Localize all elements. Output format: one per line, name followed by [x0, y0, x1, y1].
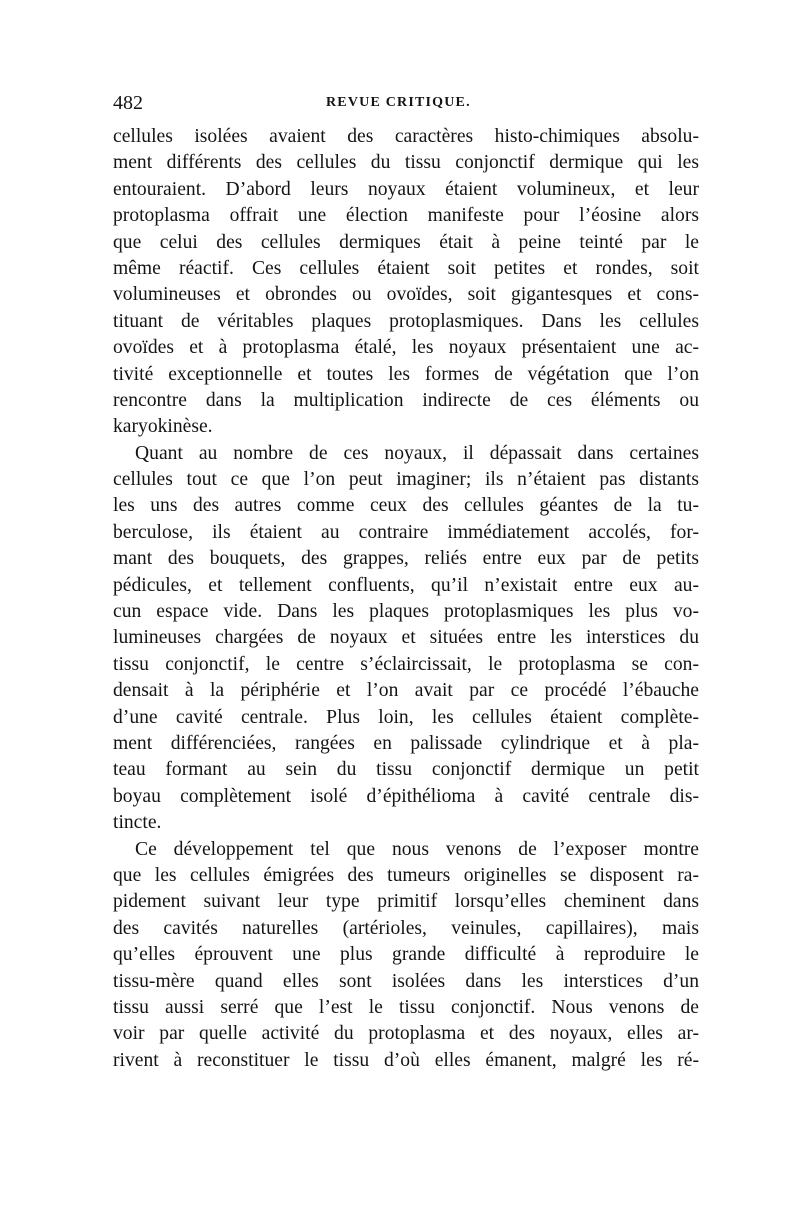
text-line: des cavités naturelles (artérioles, veinules, capillaires), mais — [113, 917, 699, 939]
text-line: tissu-mère quand elles sont isolées dans les interstices d’un — [113, 970, 699, 992]
text-line: densait à la périphérie et l’on avait par ce procédé l’ébauche — [113, 680, 699, 702]
paragraph-2 — [113, 441, 699, 837]
text-line: cun espace vide. Dans les plaques protoplasmiques les plus vo- — [113, 601, 699, 623]
text-line: Quant au nombre de ces noyaux, il dépassait dans certaines — [135, 442, 699, 464]
text-line: ovoïdes et à protoplasma étalé, les noyaux présentaient une ac- — [113, 337, 699, 359]
text-line: tituant de véritables plaques protoplasmiques. Dans les cellules — [113, 310, 699, 332]
text-line: tissu aussi serré que l’est le tissu conjonctif. Nous venons de — [113, 996, 699, 1018]
text-line: cellules isolées avaient des caractères histo-chimiques absolu- — [113, 126, 699, 147]
text-line: pédicules, et tellement confluents, qu’il n’existait entre eux au- — [113, 574, 699, 596]
text-line: même réactif. Ces cellules étaient soit petites et rondes, soit — [113, 257, 699, 279]
text-line: que celui des cellules dermiques était à peine teinté par le — [113, 231, 699, 253]
paragraph-3 — [113, 837, 699, 1075]
running-head — [113, 92, 699, 122]
text-line: lumineuses chargées de noyaux et situées entre les interstices du — [113, 627, 699, 649]
text-line: d’une cavité centrale. Plus loin, les cellules étaient complète- — [113, 706, 699, 728]
text-line: boyau complètement isolé d’épithélioma à cavité centrale dis- — [113, 785, 699, 807]
text-line: voir par quelle activité du protoplasma et des noyaux, elles ar- — [113, 1023, 699, 1045]
text-line: qu’elles éprouvent une plus grande difficulté à reproduire le — [113, 944, 699, 966]
text-line: pidement suivant leur type primitif lorsqu’elles cheminent dans — [113, 891, 699, 913]
text-line: les uns des autres comme ceux des cellules géantes de la tu- — [113, 495, 699, 517]
page — [113, 92, 699, 1074]
text-line: ment différenciées, rangées en palissade cylindrique et à pla- — [113, 732, 699, 754]
text-line: karyokinèse. — [113, 416, 213, 438]
text-line: tissu conjonctif, le centre s’éclaircissait, le protoplasma se con- — [113, 653, 699, 675]
text-line: rivent à reconstituer le tissu d’où elles émanent, malgré les ré- — [113, 1049, 699, 1071]
text-line: que les cellules émigrées des tumeurs originelles se disposent ra- — [113, 864, 699, 886]
journal-title: REVUE CRITIQUE. — [326, 95, 471, 110]
text-line: rencontre dans la multiplication indirecte de ces éléments ou — [113, 389, 699, 411]
page-number: 482 — [113, 92, 143, 114]
text-line: tivité exceptionnelle et toutes les formes de végétation que l’on — [113, 363, 699, 385]
text-line: protoplasma offrait une élection manifeste pour l’éosine alors — [113, 205, 699, 227]
text-line: mant des bouquets, des grappes, reliés entre eux par de petits — [113, 548, 699, 570]
text-line: berculose, ils étaient au contraire immédiatement accolés, for- — [113, 521, 699, 543]
text-line: volumineuses et obrondes ou ovoïdes, soit gigantesques et cons- — [113, 284, 699, 306]
text-line: entouraient. D’abord leurs noyaux étaient volumineux, et leur — [113, 178, 699, 200]
text-line: teau formant au sein du tissu conjonctif dermique un petit — [113, 759, 699, 781]
text-line: Ce développement tel que nous venons de l’exposer montre — [135, 838, 699, 860]
text-line: tincte. — [113, 812, 162, 834]
paragraph-1 — [113, 124, 699, 441]
text-line: cellules tout ce que l’on peut imaginer; ils n’étaient pas distants — [113, 469, 699, 491]
text-line: ment différents des cellules du tissu conjonctif dermique qui les — [113, 152, 699, 174]
